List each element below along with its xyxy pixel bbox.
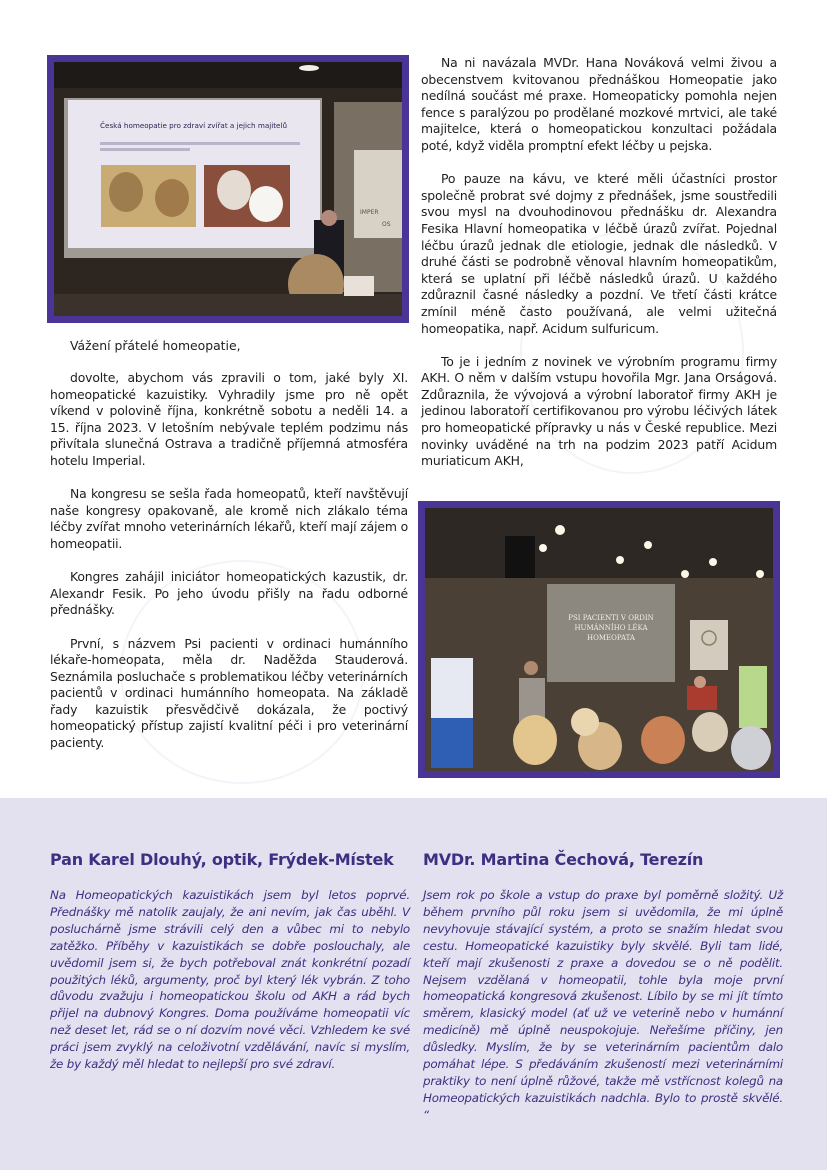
article-paragraph: První, s názvem Psi pacienti v ordinaci humánního lékaře-homeopata, měla dr. Naděžda Stauderová. Seznámila posluchače s problematikou léčby veterinárních pacientů v ordinaci humánního homeopata. Na základě řady kazuistik přesvědčivě dokázala, že poctivý homeopatický přístup zajistí kvalitní péči i pro veterinární pacienty. [50, 635, 408, 751]
photo-illustration [54, 62, 402, 316]
article-paragraph: Kongres zahájil iniciátor homeopatických kazustik, dr. Alexandr Fesik. Po jeho úvodu přišly na řadu odborné přednášky. [50, 569, 408, 618]
wall-sign-text: IMPER [360, 209, 379, 216]
testimonial-author: MVDr. Martina Čechová, Terezín [423, 850, 704, 869]
slide-title-line: PSI PACIENTI V ORDIN [568, 614, 654, 622]
slide-title-line: HUMÁNNÍHO LÉKA [574, 624, 648, 632]
testimonial-quote: Jsem rok po škole a vstup do praxe byl poměrně složitý. Už během prvního půl roku jsem si uvědomila, že mi úplně nevyhovuje stávající systém, a proto se snažím hledat svou cestu. Homeopatické kazuistiky byly skvělé. Byli tam lidé, kteří mají zkušenosti z praxe a dovedou se o ně podělit. Nejsem vzdělaná v homeopatii, tohle byla moje první homeopatická kongresová zkušenost. Líbilo by se mi jít tímto směrem, klasický model (ať už ve veterině nebo v humánní medicíně) mě úplně neuspokojuje. Neřešíme příčiny, jen důsledky. Myslím, že by se veterinárním pacientům dalo pomáhat lépe. S předáváním zkušeností mezi veterinárními praktiky to není úplně růžové, takže mě vstřícnost kolegů na Homeopatických kazuistikách nadchla. Bylo to prostě skvělé. “ [423, 888, 783, 1122]
conference-photo-audience [418, 501, 780, 778]
article-right-column [421, 55, 777, 470]
testimonial-karel-dlouhy [50, 850, 410, 1073]
article-paragraph: To je i jedním z novinek ve výrobním programu firmy AKH. O něm v dalším vstupu hovořila Mgr. Jana Orságová. Zdůraznila, že vývojová a výrobní laboratoř firmy AKH je jedinou laboratoří certifikovanou pro výrobu léčivých látek pro homeopatické přípravky u nás v České republice. Mezi novinky uváděné na trh na podzim 2023 patří Acidum muriaticum AKH, [421, 353, 777, 469]
article-paragraph: Po pauze na kávu, ve které měli účastníci prostor společně probrat své dojmy z přednášek, jsme soustředili svou mysl na dvouhodinovou přednášku dr. Alexandra Fesika Hlavní homeopatika v léčbě úrazů zvířat. Pojednal léčbu úrazů jednak dle etiologie, jednak dle následků. V druhé části se podrobně věnoval hlavním homeopatikům, která se uplatní při léčbě následků úrazů. U každého zdůraznil časné následky a pozdní. Ve třetí části krátce zmínil méně často používaná, ale velmi užitečná homeopatika, např. Acidum sulfuricum. [421, 171, 777, 336]
testimonial-quote: Na Homeopatických kazuistikách jsem byl letos poprvé. Přednášky mě natolik zaujaly, že ani nevím, jak čas uběhl. V posluchárně jsme strávili celý den a vůbec mi to nebylo zatěžko. Příběhy v kazuistikách se dobře poslouchaly, ale uvědomil jsem si, že bych potřeboval znát konkrétní pozadí použitých léků, argumenty, proč byl který lék vybrán. Z toho důvodu zvažuju i homeopatickou školu od AKH a rád bych přijel na dubnový Kongres. Doma používáme homeopatii víc než deset let, rád se o ní dozvím nové věci. Vzhledem ke své práci jsem zvyklý na celoživotní vzdělávání, navíc si myslím, že by každý měl hledat to nejlepší pro své zdraví. [50, 888, 410, 1072]
slide-title-line: HOMEOPATA [587, 634, 635, 642]
conference-photo-speaker [47, 55, 409, 323]
article-paragraph: Na kongresu se sešla řada homeopatů, kteří navštěvují naše kongresy opakovaně, ale kromě nich zlákalo téma léčby zvířat mnoho veterinárních lékařů, kteří mají zájem o homeopatii. [50, 486, 408, 551]
testimonials-section [0, 798, 827, 1170]
slide-title: Česká homeopatie pro zdraví zvířat a jejich majitelů [100, 121, 288, 130]
article-paragraph: Na ni navázala MVDr. Hana Nováková velmi živou a obecenstvem kvitovanou přednáškou Homeopatie jako nedílná součást mé praxe. Homeopaticky pomohla nejen fence s paralýzou po prodělané mozkové mrtvici, ale také majitelce, která o homeopatickou konzultaci požádala poté, když viděla promptní efekt léčby u pejska. [421, 55, 777, 153]
testimonial-martina-cechova [423, 850, 783, 1124]
article-left-column [50, 370, 408, 768]
article-paragraph: dovolte, abychom vás zpravili o tom, jaké byly XI. homeopatické kazuistiky. Vyhradily jsme pro ně opět víkend v polovině října, konkrétně sobotu a neděli 14. a 15. října 2023. V letošním nebývale teplém podzimu nás přivítala slunečná Ostrava a tradičně příjemná atmosféra hotelu Imperial. [50, 370, 408, 468]
photo-illustration [425, 508, 773, 771]
svg-text:OS: OS [382, 221, 391, 228]
testimonial-author: Pan Karel Dlouhý, optik, Frýdek-Místek [50, 850, 394, 869]
article-greeting: Vážení přátelé homeopatie, [70, 338, 241, 353]
